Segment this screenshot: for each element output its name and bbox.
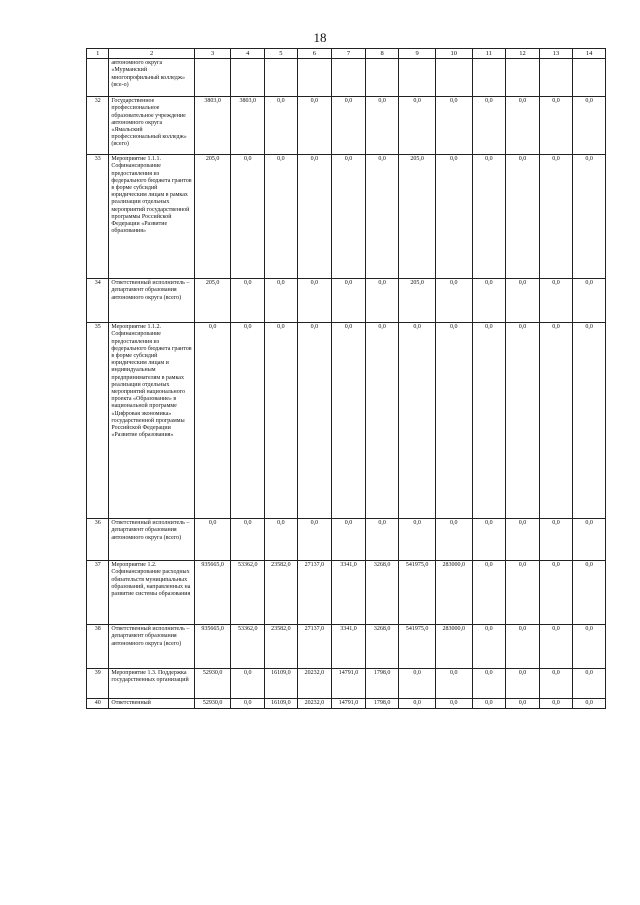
amount-cell: 0,0 bbox=[539, 97, 573, 155]
column-header: 12 bbox=[506, 49, 540, 59]
amount-cell: 0,0 bbox=[506, 699, 540, 709]
amount-cell: 0,0 bbox=[365, 323, 399, 519]
amount-cell: 0,0 bbox=[539, 519, 573, 561]
column-header: 14 bbox=[573, 49, 606, 59]
activity-name-cell: Ответственный bbox=[109, 699, 194, 709]
amount-cell: 0,0 bbox=[435, 519, 472, 561]
amount-cell: 3341,0 bbox=[332, 625, 366, 669]
amount-cell: 0,0 bbox=[472, 561, 506, 625]
amount-cell: 0,0 bbox=[297, 323, 332, 519]
amount-cell: 0,0 bbox=[297, 97, 332, 155]
amount-cell: 0,0 bbox=[573, 279, 606, 323]
amount-cell: 0,0 bbox=[472, 519, 506, 561]
table-row bbox=[87, 561, 606, 625]
amount-cell bbox=[435, 59, 472, 97]
amount-cell: 0,0 bbox=[506, 561, 540, 625]
amount-cell: 0,0 bbox=[435, 155, 472, 279]
amount-cell bbox=[332, 59, 366, 97]
amount-cell: 23582,0 bbox=[265, 561, 298, 625]
amount-cell: 0,0 bbox=[365, 97, 399, 155]
amount-cell: 1798,0 bbox=[365, 699, 399, 709]
row-number-cell: 36 bbox=[87, 519, 109, 561]
amount-cell: 0,0 bbox=[297, 279, 332, 323]
amount-cell: 0,0 bbox=[539, 625, 573, 669]
row-number-cell: 40 bbox=[87, 699, 109, 709]
column-header: 5 bbox=[265, 49, 298, 59]
amount-cell: 0,0 bbox=[332, 519, 366, 561]
activity-name-cell: Ответственный исполнитель – департамент образования автономного округа (всего) bbox=[109, 519, 194, 561]
column-header: 10 bbox=[435, 49, 472, 59]
amount-cell: 0,0 bbox=[231, 669, 265, 699]
amount-cell: 0,0 bbox=[506, 323, 540, 519]
amount-cell: 23582,0 bbox=[265, 625, 298, 669]
amount-cell: 0,0 bbox=[573, 519, 606, 561]
amount-cell: 0,0 bbox=[365, 519, 399, 561]
amount-cell: 935665,0 bbox=[194, 561, 231, 625]
amount-cell: 3341,0 bbox=[332, 561, 366, 625]
amount-cell bbox=[539, 59, 573, 97]
amount-cell bbox=[231, 59, 265, 97]
table-row bbox=[87, 699, 606, 709]
amount-cell: 0,0 bbox=[265, 323, 298, 519]
amount-cell: 0,0 bbox=[573, 669, 606, 699]
activity-name-cell: Мероприятие 1.3. Поддержка государственных организаций bbox=[109, 669, 194, 699]
amount-cell: 541975,0 bbox=[399, 625, 436, 669]
amount-cell: 0,0 bbox=[399, 669, 436, 699]
amount-cell: 1798,0 bbox=[365, 669, 399, 699]
row-number-cell: 33 bbox=[87, 155, 109, 279]
amount-cell: 0,0 bbox=[332, 97, 366, 155]
amount-cell: 0,0 bbox=[231, 155, 265, 279]
amount-cell: 3268,0 bbox=[365, 561, 399, 625]
amount-cell: 0,0 bbox=[365, 279, 399, 323]
budget-table bbox=[86, 48, 606, 709]
amount-cell: 0,0 bbox=[332, 155, 366, 279]
amount-cell bbox=[472, 59, 506, 97]
amount-cell: 205,0 bbox=[399, 279, 436, 323]
amount-cell: 0,0 bbox=[435, 279, 472, 323]
amount-cell: 0,0 bbox=[506, 97, 540, 155]
row-number-cell: 37 bbox=[87, 561, 109, 625]
amount-cell: 0,0 bbox=[573, 97, 606, 155]
amount-cell: 0,0 bbox=[194, 519, 231, 561]
amount-cell: 0,0 bbox=[297, 155, 332, 279]
amount-cell: 0,0 bbox=[573, 323, 606, 519]
row-number-cell: 32 bbox=[87, 97, 109, 155]
amount-cell: 0,0 bbox=[472, 279, 506, 323]
amount-cell: 27137,0 bbox=[297, 625, 332, 669]
amount-cell: 0,0 bbox=[435, 669, 472, 699]
amount-cell: 0,0 bbox=[399, 519, 436, 561]
column-header: 7 bbox=[332, 49, 366, 59]
amount-cell: 0,0 bbox=[506, 625, 540, 669]
amount-cell bbox=[265, 59, 298, 97]
table-row bbox=[87, 519, 606, 561]
row-number-cell: 34 bbox=[87, 279, 109, 323]
activity-name-cell: Государственное профессиональное образовательное учреждение автономного округа «Ямальский профессиональный колледж» (всего) bbox=[109, 97, 194, 155]
amount-cell: 0,0 bbox=[265, 279, 298, 323]
amount-cell: 0,0 bbox=[399, 323, 436, 519]
amount-cell: 20232,0 bbox=[297, 699, 332, 709]
column-header: 3 bbox=[194, 49, 231, 59]
amount-cell: 0,0 bbox=[194, 323, 231, 519]
amount-cell: 0,0 bbox=[573, 625, 606, 669]
amount-cell: 14791,0 bbox=[332, 699, 366, 709]
amount-cell: 0,0 bbox=[539, 669, 573, 699]
activity-name-cell: Ответственный исполнитель – департамент образования автономного округа (всего) bbox=[109, 279, 194, 323]
amount-cell: 0,0 bbox=[539, 155, 573, 279]
amount-cell: 0,0 bbox=[231, 519, 265, 561]
row-number-cell: 39 bbox=[87, 669, 109, 699]
amount-cell: 0,0 bbox=[332, 323, 366, 519]
activity-name-cell: Ответственный исполнитель – департамент образования автономного округа (всего) bbox=[109, 625, 194, 669]
amount-cell: 0,0 bbox=[231, 279, 265, 323]
amount-cell: 0,0 bbox=[472, 323, 506, 519]
amount-cell bbox=[194, 59, 231, 97]
amount-cell: 53362,0 bbox=[231, 625, 265, 669]
column-header: 4 bbox=[231, 49, 265, 59]
amount-cell: 0,0 bbox=[399, 97, 436, 155]
amount-cell: 205,0 bbox=[194, 155, 231, 279]
amount-cell: 3803,0 bbox=[194, 97, 231, 155]
amount-cell: 935665,0 bbox=[194, 625, 231, 669]
activity-name-cell: Мероприятие 1.1.2. Софинансирование предоставления из федерального бюджета грантов в форме субсидий юридическим лицам и индивидуальным предпринимателям в рамках реализации отдельных мероприятий национального проекта «Образование» в национальной программе «Цифровая экономика» государственной программы Российской Федерации «Развитие образования» bbox=[109, 323, 194, 519]
amount-cell: 0,0 bbox=[265, 155, 298, 279]
amount-cell: 0,0 bbox=[539, 323, 573, 519]
amount-cell: 0,0 bbox=[435, 699, 472, 709]
amount-cell: 16109,0 bbox=[265, 669, 298, 699]
amount-cell: 205,0 bbox=[194, 279, 231, 323]
amount-cell: 0,0 bbox=[472, 699, 506, 709]
table-row bbox=[87, 59, 606, 97]
column-header: 11 bbox=[472, 49, 506, 59]
amount-cell: 0,0 bbox=[332, 279, 366, 323]
amount-cell: 0,0 bbox=[297, 519, 332, 561]
amount-cell: 0,0 bbox=[506, 519, 540, 561]
column-header: 6 bbox=[297, 49, 332, 59]
table-row bbox=[87, 97, 606, 155]
table-row bbox=[87, 323, 606, 519]
amount-cell: 20232,0 bbox=[297, 669, 332, 699]
amount-cell bbox=[573, 59, 606, 97]
amount-cell: 0,0 bbox=[231, 323, 265, 519]
column-header: 9 bbox=[399, 49, 436, 59]
amount-cell bbox=[365, 59, 399, 97]
amount-cell: 283000,0 bbox=[435, 625, 472, 669]
amount-cell: 0,0 bbox=[399, 699, 436, 709]
amount-cell: 0,0 bbox=[435, 97, 472, 155]
amount-cell: 0,0 bbox=[472, 155, 506, 279]
amount-cell: 205,0 bbox=[399, 155, 436, 279]
amount-cell: 0,0 bbox=[506, 279, 540, 323]
amount-cell: 52930,0 bbox=[194, 699, 231, 709]
column-header: 8 bbox=[365, 49, 399, 59]
amount-cell: 0,0 bbox=[539, 699, 573, 709]
column-header: 2 bbox=[109, 49, 194, 59]
amount-cell bbox=[297, 59, 332, 97]
column-header: 13 bbox=[539, 49, 573, 59]
activity-name-cell: Мероприятие 1.2. Софинансирование расходных обязательств муниципальных образований, направленных на развитие системы образования bbox=[109, 561, 194, 625]
amount-cell: 0,0 bbox=[472, 97, 506, 155]
page-number: 18 bbox=[313, 30, 327, 45]
amount-cell: 0,0 bbox=[573, 155, 606, 279]
amount-cell: 0,0 bbox=[573, 699, 606, 709]
amount-cell: 0,0 bbox=[539, 561, 573, 625]
amount-cell: 0,0 bbox=[573, 561, 606, 625]
column-header: 1 bbox=[87, 49, 109, 59]
amount-cell: 0,0 bbox=[265, 97, 298, 155]
amount-cell: 0,0 bbox=[506, 155, 540, 279]
amount-cell: 0,0 bbox=[506, 669, 540, 699]
table-row bbox=[87, 625, 606, 669]
amount-cell: 52930,0 bbox=[194, 669, 231, 699]
amount-cell: 27137,0 bbox=[297, 561, 332, 625]
table-row bbox=[87, 279, 606, 323]
activity-name-cell: Мероприятие 1.1.1. Софинансирование предоставления из федерального бюджета грантов в форме субсидий юридическим лицам в рамках реализации отдельных мероприятий государственной программы Российской Федерации «Развитие образования» bbox=[109, 155, 194, 279]
amount-cell: 3268,0 bbox=[365, 625, 399, 669]
amount-cell: 53362,0 bbox=[231, 561, 265, 625]
amount-cell: 0,0 bbox=[472, 669, 506, 699]
amount-cell: 3803,0 bbox=[231, 97, 265, 155]
amount-cell: 0,0 bbox=[539, 279, 573, 323]
amount-cell: 0,0 bbox=[265, 519, 298, 561]
amount-cell bbox=[399, 59, 436, 97]
amount-cell: 14791,0 bbox=[332, 669, 366, 699]
activity-name-cell: автономного округа «Мурманский многопрофильный колледж» (все-о) bbox=[109, 59, 194, 97]
row-number-cell bbox=[87, 59, 109, 97]
amount-cell: 0,0 bbox=[231, 699, 265, 709]
amount-cell bbox=[506, 59, 540, 97]
table-header-row bbox=[87, 49, 606, 59]
amount-cell: 0,0 bbox=[435, 323, 472, 519]
row-number-cell: 38 bbox=[87, 625, 109, 669]
amount-cell: 541975,0 bbox=[399, 561, 436, 625]
table-row bbox=[87, 669, 606, 699]
amount-cell: 283000,0 bbox=[435, 561, 472, 625]
table-row bbox=[87, 155, 606, 279]
row-number-cell: 35 bbox=[87, 323, 109, 519]
amount-cell: 0,0 bbox=[472, 625, 506, 669]
amount-cell: 16109,0 bbox=[265, 699, 298, 709]
amount-cell: 0,0 bbox=[365, 155, 399, 279]
